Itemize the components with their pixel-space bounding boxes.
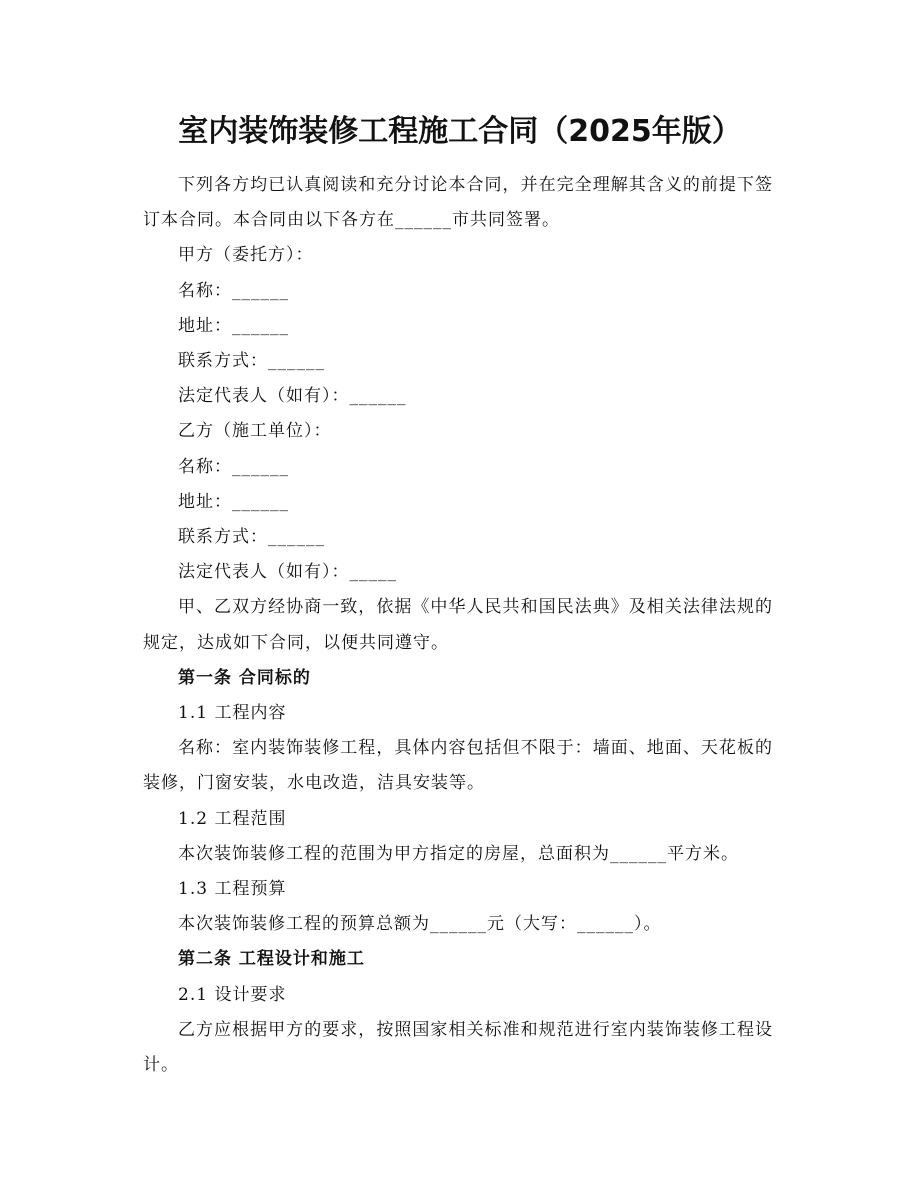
- paragraph: 本次装饰装修工程的预算总额为______元（大写：______）。: [178, 914, 662, 935]
- section-heading: 第一条 合同标的: [178, 667, 311, 688]
- paragraph: 地址：______: [178, 315, 289, 336]
- paragraph: 乙方（施工单位）：: [178, 421, 332, 442]
- paragraph: 联系方式：______: [178, 351, 325, 372]
- paragraph: 下列各方均已认真阅读和充分讨论本合同，并在完全理解其含义的前提下签订本合同。本合同由以下各方在______市共同签署。: [143, 175, 773, 231]
- paragraph: 甲、乙双方经协商一致，依据《中华人民共和国民法典》及相关法律法规的规定，达成如下合同，以便共同遵守。: [143, 597, 773, 653]
- paragraph: 法定代表人（如有）：_____: [178, 562, 397, 583]
- paragraph: 1.3 工程预算: [178, 879, 287, 900]
- paragraph: 名称：______: [178, 456, 289, 477]
- document-title: 室内装饰装修工程施工合同（2025年版）: [178, 114, 742, 149]
- document-body: [143, 168, 773, 1083]
- paragraph: 联系方式：______: [178, 527, 325, 548]
- paragraph: 名称：______: [178, 280, 289, 301]
- paragraph: 名称：室内装饰装修工程，具体内容包括但不限于：墙面、地面、天花板的装修，门窗安装，水电改造，洁具安装等。: [143, 738, 773, 794]
- paragraph: 2.1 设计要求: [178, 984, 287, 1005]
- paragraph: 甲方（委托方）：: [178, 245, 314, 266]
- paragraph: 本次装饰装修工程的范围为甲方指定的房屋，总面积为______平方米。: [178, 843, 739, 864]
- paragraph: 1.2 工程范围: [178, 808, 287, 829]
- section-heading: 第二条 工程设计和施工: [178, 949, 365, 970]
- paragraph: 法定代表人（如有）：______: [178, 386, 407, 407]
- paragraph: 1.1 工程内容: [178, 703, 287, 724]
- paragraph: 乙方应根据甲方的要求，按照国家相关标准和规范进行室内装饰装修工程设计。: [143, 1019, 773, 1076]
- paragraph: 地址：______: [178, 491, 289, 512]
